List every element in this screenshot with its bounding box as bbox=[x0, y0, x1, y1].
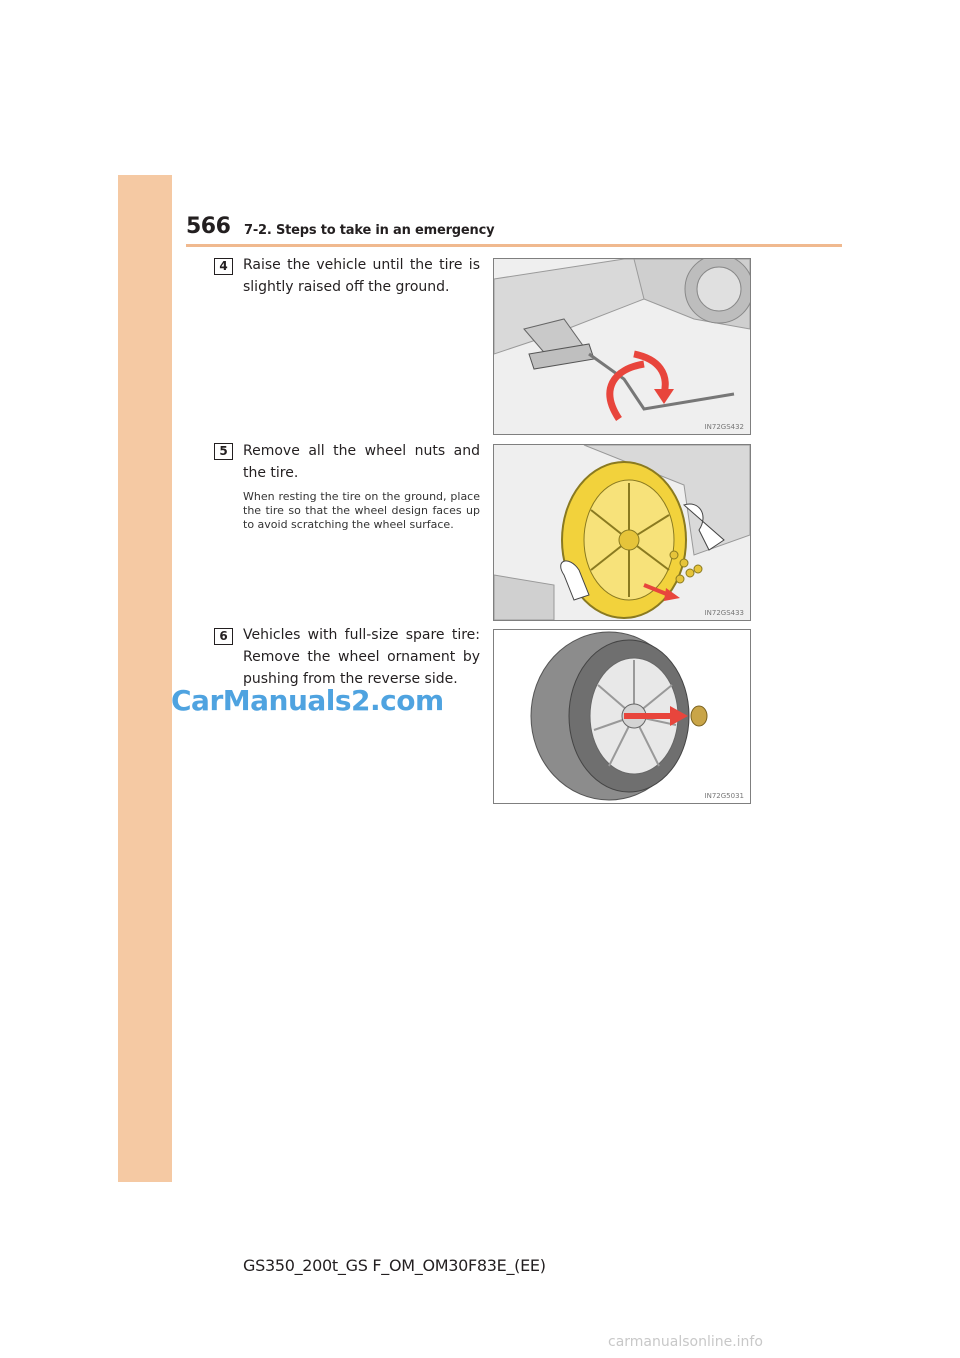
step-number-4: 4 bbox=[214, 258, 233, 275]
step-4-text: Raise the vehicle until the tire is slightly raised off the ground. bbox=[243, 257, 480, 295]
step-5-text: Remove all the wheel nuts and the tire. bbox=[243, 443, 480, 481]
step-5-note: When resting the tire on the ground, place the tire so that the wheel design faces up to avoid scratching the wheel surface. bbox=[243, 490, 480, 531]
step-number-5: 5 bbox=[214, 443, 233, 460]
wheel-ornament-illustration bbox=[494, 630, 750, 803]
figure-code-5: IN72GS433 bbox=[704, 609, 744, 617]
step-6-text: Vehicles with full-size spare tire: Remove the wheel ornament by pushing from the reverse side. bbox=[243, 627, 480, 687]
section-title: 7-2. Steps to take in an emergency bbox=[244, 223, 495, 238]
figure-wheel-removal bbox=[493, 444, 751, 621]
wheel-removal-illustration bbox=[494, 445, 750, 620]
page-header bbox=[186, 214, 842, 246]
source-watermark: carmanualsonline.info bbox=[608, 1334, 763, 1350]
figure-jack-raising bbox=[493, 258, 751, 435]
chapter-side-bar bbox=[118, 175, 172, 1182]
watermark-logo: CarManuals2.com bbox=[171, 684, 444, 717]
page-number: 566 bbox=[186, 214, 231, 239]
figure-code-4: IN72GS432 bbox=[704, 423, 744, 431]
figure-wheel-ornament bbox=[493, 629, 751, 804]
document-id: GS350_200t_GS F_OM_OM30F83E_(EE) bbox=[243, 1256, 546, 1275]
jack-illustration bbox=[494, 259, 750, 434]
step-number-6: 6 bbox=[214, 628, 233, 645]
figure-code-6: IN72G5031 bbox=[704, 792, 744, 800]
header-rule bbox=[186, 244, 842, 247]
